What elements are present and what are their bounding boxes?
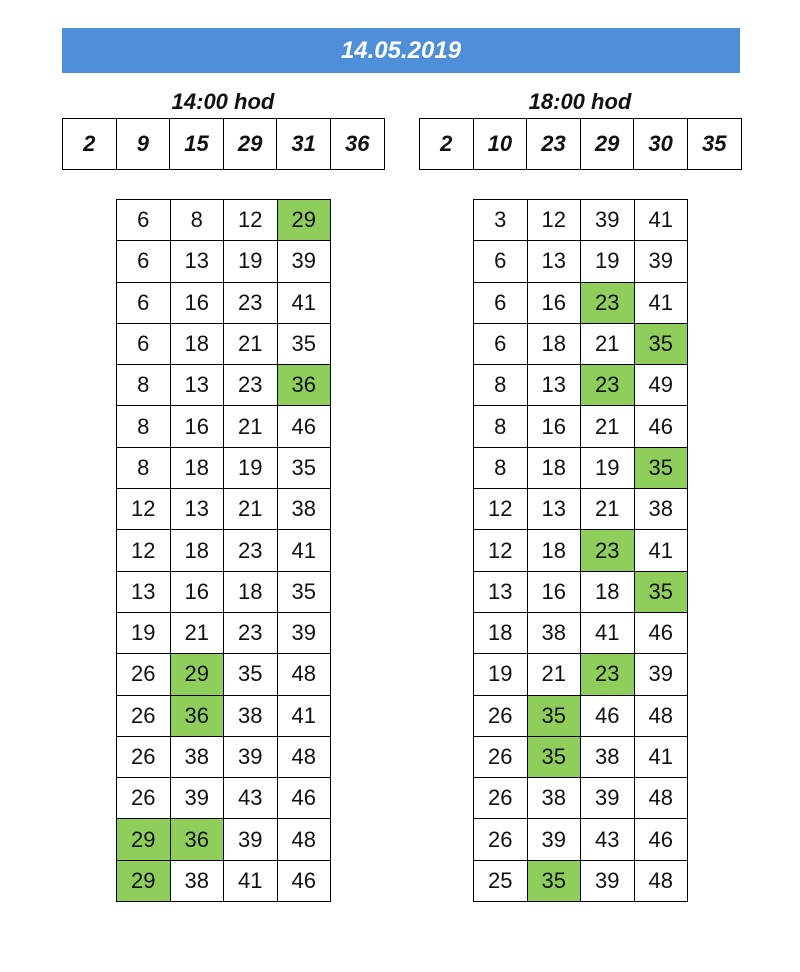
ticket-number: 21 bbox=[581, 323, 635, 364]
ticket-number: 35 bbox=[224, 654, 278, 695]
ticket-number: 38 bbox=[634, 489, 688, 530]
ticket-number: 35 bbox=[527, 860, 581, 901]
ticket-number: 12 bbox=[527, 200, 581, 241]
drawn-number: 36 bbox=[330, 119, 384, 170]
ticket-number: 46 bbox=[634, 819, 688, 860]
ticket-number: 12 bbox=[117, 530, 171, 571]
drawn-number: 29 bbox=[223, 119, 277, 170]
ticket-number: 13 bbox=[527, 365, 581, 406]
drawn-number: 2 bbox=[63, 119, 117, 170]
ticket-number: 39 bbox=[224, 819, 278, 860]
ticket-number: 36 bbox=[277, 365, 331, 406]
ticket-number: 41 bbox=[224, 860, 278, 901]
ticket-number: 23 bbox=[581, 282, 635, 323]
ticket-row bbox=[474, 489, 688, 530]
ticket-number: 21 bbox=[224, 323, 278, 364]
drawn-number: 30 bbox=[634, 119, 688, 170]
ticket-row bbox=[117, 241, 331, 282]
ticket-number: 48 bbox=[634, 695, 688, 736]
ticket-number: 13 bbox=[117, 571, 171, 612]
ticket-row bbox=[117, 323, 331, 364]
ticket-number: 43 bbox=[581, 819, 635, 860]
ticket-number: 29 bbox=[117, 860, 171, 901]
ticket-row bbox=[117, 365, 331, 406]
ticket-number: 18 bbox=[581, 571, 635, 612]
drawn-number: 15 bbox=[170, 119, 224, 170]
ticket-row bbox=[474, 530, 688, 571]
ticket-number: 23 bbox=[224, 612, 278, 653]
ticket-number: 8 bbox=[117, 406, 171, 447]
ticket-number: 43 bbox=[224, 778, 278, 819]
ticket-number: 8 bbox=[117, 365, 171, 406]
ticket-number: 39 bbox=[277, 241, 331, 282]
ticket-number: 29 bbox=[277, 200, 331, 241]
date-title: 14.05.2019 bbox=[340, 36, 462, 64]
ticket-number: 35 bbox=[634, 571, 688, 612]
ticket-number: 35 bbox=[277, 447, 331, 488]
ticket-number: 41 bbox=[277, 695, 331, 736]
ticket-number: 16 bbox=[527, 406, 581, 447]
ticket-number: 38 bbox=[277, 489, 331, 530]
ticket-row bbox=[474, 241, 688, 282]
ticket-row bbox=[117, 778, 331, 819]
ticket-number: 25 bbox=[474, 860, 528, 901]
ticket-number: 16 bbox=[170, 571, 224, 612]
ticket-number: 26 bbox=[117, 778, 171, 819]
ticket-number: 26 bbox=[474, 695, 528, 736]
ticket-number: 38 bbox=[581, 736, 635, 777]
ticket-number: 46 bbox=[634, 612, 688, 653]
drawn-numbers-row bbox=[420, 119, 742, 170]
drawn-number: 23 bbox=[527, 119, 581, 170]
ticket-number: 18 bbox=[474, 612, 528, 653]
draw-label-1800: 18:00 hod bbox=[528, 89, 632, 114]
ticket-number: 39 bbox=[634, 654, 688, 695]
ticket-row bbox=[117, 860, 331, 901]
drawn-number: 31 bbox=[277, 119, 331, 170]
ticket-row bbox=[474, 365, 688, 406]
ticket-number: 6 bbox=[474, 282, 528, 323]
ticket-number: 12 bbox=[117, 489, 171, 530]
ticket-number: 13 bbox=[527, 241, 581, 282]
ticket-row bbox=[117, 406, 331, 447]
drawn-numbers-1400 bbox=[62, 118, 385, 170]
ticket-number: 36 bbox=[170, 695, 224, 736]
ticket-number: 26 bbox=[474, 736, 528, 777]
ticket-number: 41 bbox=[634, 200, 688, 241]
ticket-row bbox=[117, 612, 331, 653]
ticket-number: 36 bbox=[170, 819, 224, 860]
ticket-row bbox=[474, 819, 688, 860]
ticket-number: 48 bbox=[277, 654, 331, 695]
drawn-numbers-1800 bbox=[419, 118, 742, 170]
ticket-number: 19 bbox=[224, 447, 278, 488]
ticket-number: 35 bbox=[527, 695, 581, 736]
drawn-number: 35 bbox=[687, 119, 741, 170]
ticket-number: 23 bbox=[224, 530, 278, 571]
ticket-number: 21 bbox=[224, 489, 278, 530]
ticket-number: 29 bbox=[117, 819, 171, 860]
ticket-number: 16 bbox=[527, 571, 581, 612]
ticket-number: 16 bbox=[170, 282, 224, 323]
ticket-row bbox=[474, 406, 688, 447]
ticket-row bbox=[474, 282, 688, 323]
ticket-number: 19 bbox=[581, 241, 635, 282]
ticket-number: 41 bbox=[277, 282, 331, 323]
ticket-row bbox=[474, 323, 688, 364]
ticket-row bbox=[117, 200, 331, 241]
ticket-row bbox=[117, 695, 331, 736]
ticket-number: 41 bbox=[634, 736, 688, 777]
ticket-number: 18 bbox=[224, 571, 278, 612]
draw-label-1400: 14:00 hod bbox=[171, 89, 275, 114]
ticket-row bbox=[117, 654, 331, 695]
ticket-number: 39 bbox=[634, 241, 688, 282]
ticket-number: 46 bbox=[634, 406, 688, 447]
ticket-number: 23 bbox=[581, 530, 635, 571]
ticket-number: 18 bbox=[170, 447, 224, 488]
ticket-number: 39 bbox=[527, 819, 581, 860]
ticket-number: 6 bbox=[117, 323, 171, 364]
ticket-row bbox=[117, 282, 331, 323]
ticket-number: 35 bbox=[634, 447, 688, 488]
ticket-number: 18 bbox=[170, 530, 224, 571]
ticket-number: 12 bbox=[474, 489, 528, 530]
ticket-number: 21 bbox=[581, 489, 635, 530]
ticket-number: 8 bbox=[474, 406, 528, 447]
ticket-number: 6 bbox=[117, 282, 171, 323]
ticket-number: 16 bbox=[527, 282, 581, 323]
ticket-number: 12 bbox=[474, 530, 528, 571]
ticket-number: 38 bbox=[170, 860, 224, 901]
ticket-number: 26 bbox=[474, 778, 528, 819]
ticket-number: 26 bbox=[117, 736, 171, 777]
ticket-row bbox=[117, 571, 331, 612]
ticket-row bbox=[474, 200, 688, 241]
ticket-number: 19 bbox=[474, 654, 528, 695]
ticket-number: 38 bbox=[527, 778, 581, 819]
ticket-number: 3 bbox=[474, 200, 528, 241]
ticket-number: 23 bbox=[581, 365, 635, 406]
ticket-number: 46 bbox=[277, 406, 331, 447]
ticket-number: 38 bbox=[527, 612, 581, 653]
ticket-number: 46 bbox=[581, 695, 635, 736]
ticket-number: 8 bbox=[474, 365, 528, 406]
ticket-row bbox=[474, 654, 688, 695]
ticket-number: 8 bbox=[170, 200, 224, 241]
ticket-number: 21 bbox=[581, 406, 635, 447]
drawn-number: 29 bbox=[580, 119, 634, 170]
ticket-number: 18 bbox=[527, 447, 581, 488]
ticket-number: 8 bbox=[117, 447, 171, 488]
ticket-number: 41 bbox=[581, 612, 635, 653]
ticket-number: 6 bbox=[117, 200, 171, 241]
ticket-number: 48 bbox=[634, 778, 688, 819]
ticket-number: 29 bbox=[170, 654, 224, 695]
ticket-number: 6 bbox=[474, 323, 528, 364]
ticket-row bbox=[474, 612, 688, 653]
ticket-number: 21 bbox=[224, 406, 278, 447]
ticket-number: 13 bbox=[170, 489, 224, 530]
ticket-number: 13 bbox=[474, 571, 528, 612]
ticket-row bbox=[117, 489, 331, 530]
ticket-row bbox=[117, 736, 331, 777]
ticket-number: 38 bbox=[170, 736, 224, 777]
ticket-number: 18 bbox=[527, 530, 581, 571]
tickets-table-1800 bbox=[473, 199, 688, 902]
ticket-number: 35 bbox=[527, 736, 581, 777]
ticket-row bbox=[474, 778, 688, 819]
ticket-number: 23 bbox=[581, 654, 635, 695]
ticket-number: 19 bbox=[224, 241, 278, 282]
ticket-number: 35 bbox=[634, 323, 688, 364]
ticket-row bbox=[117, 530, 331, 571]
ticket-number: 41 bbox=[634, 530, 688, 571]
ticket-number: 41 bbox=[634, 282, 688, 323]
tickets-table-1400 bbox=[116, 199, 331, 902]
ticket-number: 13 bbox=[527, 489, 581, 530]
ticket-number: 48 bbox=[277, 819, 331, 860]
ticket-row bbox=[117, 819, 331, 860]
drawn-numbers-row bbox=[63, 119, 385, 170]
ticket-row bbox=[474, 736, 688, 777]
ticket-number: 26 bbox=[117, 654, 171, 695]
ticket-number: 39 bbox=[581, 778, 635, 819]
ticket-number: 18 bbox=[527, 323, 581, 364]
drawn-number: 9 bbox=[116, 119, 170, 170]
drawn-number: 2 bbox=[420, 119, 474, 170]
ticket-number: 39 bbox=[277, 612, 331, 653]
ticket-number: 19 bbox=[117, 612, 171, 653]
ticket-row bbox=[474, 571, 688, 612]
ticket-number: 49 bbox=[634, 365, 688, 406]
ticket-number: 23 bbox=[224, 282, 278, 323]
ticket-number: 35 bbox=[277, 571, 331, 612]
ticket-number: 48 bbox=[634, 860, 688, 901]
ticket-row bbox=[474, 860, 688, 901]
ticket-number: 48 bbox=[277, 736, 331, 777]
drawn-number: 10 bbox=[473, 119, 527, 170]
ticket-row bbox=[474, 447, 688, 488]
date-banner bbox=[62, 28, 740, 73]
ticket-number: 35 bbox=[277, 323, 331, 364]
ticket-number: 23 bbox=[224, 365, 278, 406]
ticket-number: 13 bbox=[170, 241, 224, 282]
ticket-number: 6 bbox=[117, 241, 171, 282]
ticket-number: 12 bbox=[224, 200, 278, 241]
ticket-number: 26 bbox=[117, 695, 171, 736]
ticket-number: 6 bbox=[474, 241, 528, 282]
ticket-number: 13 bbox=[170, 365, 224, 406]
ticket-number: 39 bbox=[581, 860, 635, 901]
ticket-number: 39 bbox=[170, 778, 224, 819]
ticket-number: 21 bbox=[170, 612, 224, 653]
ticket-number: 21 bbox=[527, 654, 581, 695]
ticket-row bbox=[474, 695, 688, 736]
ticket-number: 39 bbox=[224, 736, 278, 777]
ticket-number: 8 bbox=[474, 447, 528, 488]
ticket-number: 46 bbox=[277, 778, 331, 819]
ticket-number: 46 bbox=[277, 860, 331, 901]
ticket-number: 39 bbox=[581, 200, 635, 241]
ticket-number: 26 bbox=[474, 819, 528, 860]
ticket-number: 38 bbox=[224, 695, 278, 736]
ticket-row bbox=[117, 447, 331, 488]
ticket-number: 18 bbox=[170, 323, 224, 364]
ticket-number: 16 bbox=[170, 406, 224, 447]
ticket-number: 19 bbox=[581, 447, 635, 488]
ticket-number: 41 bbox=[277, 530, 331, 571]
